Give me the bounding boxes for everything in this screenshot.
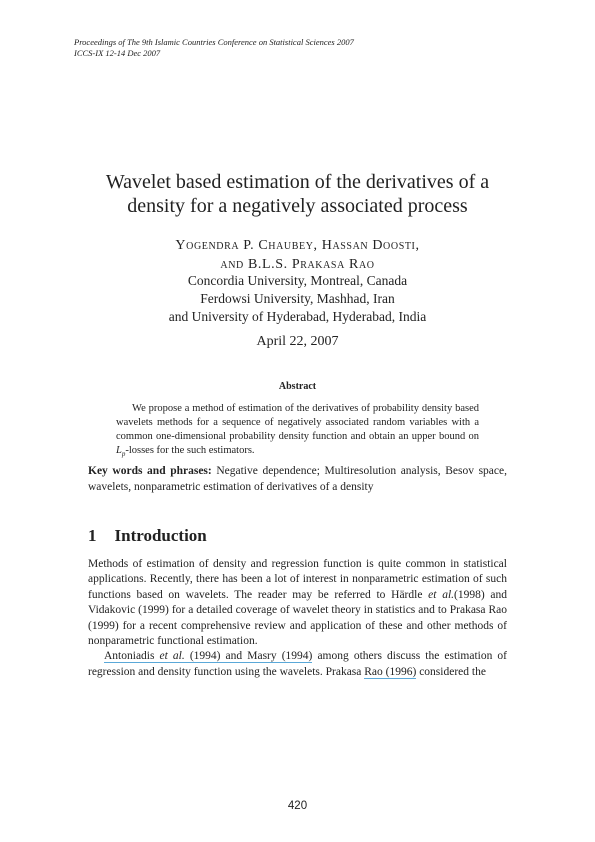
- title-line-1: Wavelet based estimation of the derivatives of a: [105, 171, 490, 193]
- affiliations: [60, 272, 535, 326]
- p2-text-b: considered the: [416, 665, 486, 678]
- citation-link-antoniadis[interactable]: [104, 650, 247, 663]
- abstract-heading: Abstract: [278, 381, 317, 392]
- abstract-math-subscript: p: [121, 450, 126, 459]
- title-line-2: density for a negatively associated process: [127, 195, 468, 217]
- abstract-text-main: We propose a method of estimation of the derivatives of probability density based wavelets methods for a sequence of negatively associated random variables with a common one-dimensional probability density function and obtain an upper bound on: [116, 403, 479, 442]
- affiliation-concordia: Concordia University, Montreal, Canada: [187, 273, 408, 288]
- citation-link-masry[interactable]: Masry (1994): [247, 650, 313, 663]
- header-line-dates: ICCS-IX 12-14 Dec 2007: [74, 48, 161, 58]
- paragraph-1: [88, 557, 507, 649]
- abstract-text-end: -losses for the such estimators.: [125, 445, 255, 456]
- p1-text-a: Methods of estimation of density and regression function is quite common in statistical applications. Recently, there has been a lot of interest in nonparametric estimation of such functions based on wavelets. The reader may be referred to Härdle: [88, 558, 507, 601]
- keywords: [88, 463, 507, 495]
- cite-antoniadis-name: Antoniadis: [104, 650, 160, 663]
- introduction-body: [88, 557, 507, 680]
- abstract-text: [116, 402, 479, 461]
- section-number: 1: [88, 526, 97, 545]
- affiliation-hyderabad: and University of Hyderabad, Hyderabad, India: [168, 309, 427, 324]
- cite-and: and: [220, 650, 248, 663]
- p1-etal: et al.: [428, 588, 455, 601]
- keywords-text: Negative dependence; Multiresolution analysis, Besov space, wavelets, nonparametric estimation of derivatives of a density: [88, 465, 507, 493]
- section-title: Introduction: [114, 526, 207, 545]
- header-line-conference: Proceedings of The 9th Islamic Countries Conference on Statistical Sciences 2007: [74, 37, 354, 47]
- citation-link-rao[interactable]: Rao (1996): [364, 665, 417, 678]
- abstract-math-L: L: [116, 445, 122, 456]
- cite-antoniadis-year: (1994): [184, 650, 221, 663]
- p1-text-b: (1998) and Vidakovic (1999) for a detailed coverage of wavelet theory in statistics and to Prakasa Rao (1999) for a recent comprehensive review and application of these and other methods of nonparametric functional estimation.: [88, 588, 507, 648]
- p2-text-a: among others discuss the estimation of regression and density function using the wavelets. Prakasa: [88, 650, 507, 678]
- page-number: 420: [287, 800, 308, 812]
- keywords-label: Key words and phrases:: [88, 465, 212, 477]
- authors-line-2: and B.L.S. Prakasa Rao: [220, 257, 375, 272]
- author-list: [60, 236, 535, 274]
- proceedings-header: [74, 37, 354, 59]
- paper-date: April 22, 2007: [256, 334, 339, 349]
- authors-line-1: Yogendra P. Chaubey, Hassan Doosti,: [175, 238, 420, 253]
- affiliation-ferdowsi: Ferdowsi University, Mashhad, Iran: [200, 291, 395, 306]
- paragraph-2: [88, 649, 507, 680]
- section-heading-introduction: [88, 526, 207, 546]
- cite-antoniadis-etal: et al.: [159, 650, 185, 663]
- paper-title: [60, 170, 535, 218]
